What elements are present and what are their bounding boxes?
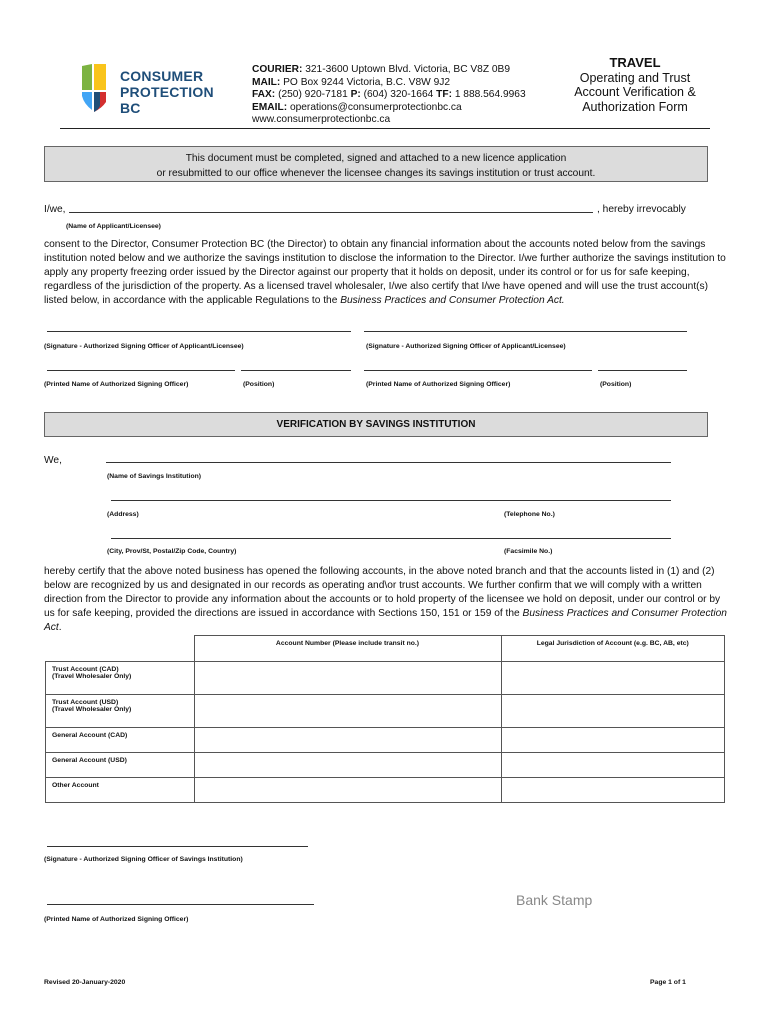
table-row: Trust Account (USD) (Travel Wholesaler Only) [46, 695, 725, 728]
revision-date: Revised 20-January-2020 [44, 979, 126, 986]
logo [80, 62, 230, 114]
verification-heading: VERIFICATION BY SAVINGS INSTITUTION [44, 412, 708, 437]
jurisdiction-cell[interactable] [501, 753, 725, 778]
iwe-prefix: I/we, [44, 204, 66, 215]
table-row: Other Account [46, 778, 725, 803]
telephone-label: (Telephone No.) [504, 511, 555, 518]
signature-label-1: (Signature - Authorized Signing Officer of Applicant/Licensee) [44, 343, 244, 350]
accounts-table [45, 635, 725, 803]
savings-institution-label: (Name of Savings Institution) [107, 473, 202, 480]
form-title: TRAVEL Operating and Trust Account Verification & Authorization Form [574, 55, 696, 114]
table-row: General Account (CAD) [46, 728, 725, 753]
address-field[interactable] [111, 500, 671, 501]
position-field-2[interactable] [598, 370, 687, 371]
account-number-cell[interactable] [194, 728, 501, 753]
city-label: (City, Prov/St, Postal/Zip Code, Country) [107, 548, 237, 555]
signature-label-2: (Signature - Authorized Signing Officer of Applicant/Licensee) [366, 343, 566, 350]
account-number-cell[interactable] [194, 662, 501, 695]
account-number-cell[interactable] [194, 753, 501, 778]
institution-printed-name-field[interactable] [47, 904, 314, 905]
bank-stamp-area: Bank Stamp [516, 892, 593, 908]
logo-line-1: CONSUMER [120, 68, 204, 84]
table-row: General Account (USD) [46, 753, 725, 778]
table-row: Trust Account (CAD) (Travel Wholesaler Only) [46, 662, 725, 695]
position-field-1[interactable] [241, 370, 351, 371]
col-account-number: Account Number (Please include transit no.) [194, 636, 501, 662]
certify-paragraph: hereby certify that the above noted business has opened the following accounts, in the above noted branch and that the accounts listed in (1) and (2) below are recognized by us and designated in our records as operating and\or trust accounts. We further confirm that we will comply with a written direction from the Director to provide any information about the accounts or to hold property of the licensee we hold on deposit, under our control or by us for safe keeping, provided the directions are issued in accordance with Sections 150, 151 or 159 of the Business Practices and Consumer Protection Act. [44, 566, 727, 633]
tollfree-number: 1 888.564.9963 [454, 89, 526, 101]
jurisdiction-cell[interactable] [501, 695, 725, 728]
consent-paragraph: consent to the Director, Consumer Protection BC (the Director) to obtain any financial information about the accounts noted below from the savings institution noted below and we authorize the savings institution to disclose the information to the Director. I/we further authorize the savings institution to apply any property freezing order issued by the Director against our property that it holds on deposit, under its control or for us for safe keeping, regardless of the jurisdiction of the property. As a licensed travel wholesaler, I/we also certify that I/we have opened and will use the trust account(s) listed below, in accordance with the applicable Regulations to the Business Practices and Consumer Protection Act. [44, 239, 726, 306]
printed-name-label-1: (Printed Name of Authorized Signing Officer) [44, 381, 189, 388]
position-label-2: (Position) [600, 381, 632, 388]
fax-number: (250) 920-7181 [278, 89, 348, 101]
courier-address: 321-3600 Uptown Blvd. Victoria, BC V8Z 0B9 [305, 64, 511, 75]
notice-box: This document must be completed, signed and attached to a new licence application or resubmitted to our office whenever the licensee changes its savings institution or trust account. [44, 146, 708, 182]
savings-institution-field[interactable] [106, 462, 671, 463]
website-link[interactable]: www.consumerprotectionbc.ca [252, 114, 391, 126]
email-link[interactable]: operations@consumerprotectionbc.ca [289, 101, 462, 113]
printed-name-label-2: (Printed Name of Authorized Signing Officer) [366, 381, 511, 388]
iwe-suffix: , hereby irrevocably [597, 204, 686, 215]
facsimile-label: (Facsimile No.) [504, 548, 553, 555]
logo-line-2: PROTECTION BC [120, 84, 214, 116]
signature-field-1[interactable] [47, 331, 351, 332]
institution-signature-label: (Signature - Authorized Signing Officer of Savings Institution) [44, 856, 243, 863]
applicant-name-label: (Name of Applicant/Licensee) [66, 223, 161, 230]
account-number-cell[interactable] [194, 778, 501, 803]
jurisdiction-cell[interactable] [501, 728, 725, 753]
jurisdiction-cell[interactable] [501, 778, 725, 803]
phone-number: (604) 320-1664 [363, 89, 434, 101]
institution-signature-field[interactable] [47, 846, 308, 847]
header-rule [60, 128, 710, 129]
signature-field-2[interactable] [364, 331, 687, 332]
position-label-1: (Position) [243, 381, 275, 388]
printed-name-field-1[interactable] [47, 370, 235, 371]
contact-block: COURIER: 321-3600 Uptown Blvd. Victoria, BC V8Z 0B9 MAIL: PO Box 9244 Victoria, B.C. V8W 9J2 FAX: (250) 920-7181 P: (604) 320-1664 TF: 1 888.564.9963 EMAIL: operations@consumerprotectionbc.ca www.consumerprotectionbc.ca [252, 64, 526, 126]
address-label: (Address) [107, 511, 139, 518]
institution-printed-name-label: (Printed Name of Authorized Signing Officer) [44, 916, 189, 923]
we-label: We, [44, 455, 62, 466]
table-corner [46, 636, 195, 662]
jurisdiction-cell[interactable] [501, 662, 725, 695]
shield-logo-icon [80, 62, 116, 114]
account-number-cell[interactable] [194, 695, 501, 728]
page-number: Page 1 of 1 [650, 979, 686, 986]
col-jurisdiction: Legal Jurisdiction of Account (e.g. BC, AB, etc) [501, 636, 725, 662]
printed-name-field-2[interactable] [364, 370, 592, 371]
mail-address: PO Box 9244 Victoria, B.C. V8W 9J2 [283, 76, 450, 88]
applicant-name-field[interactable] [69, 212, 593, 213]
city-field[interactable] [111, 538, 671, 539]
